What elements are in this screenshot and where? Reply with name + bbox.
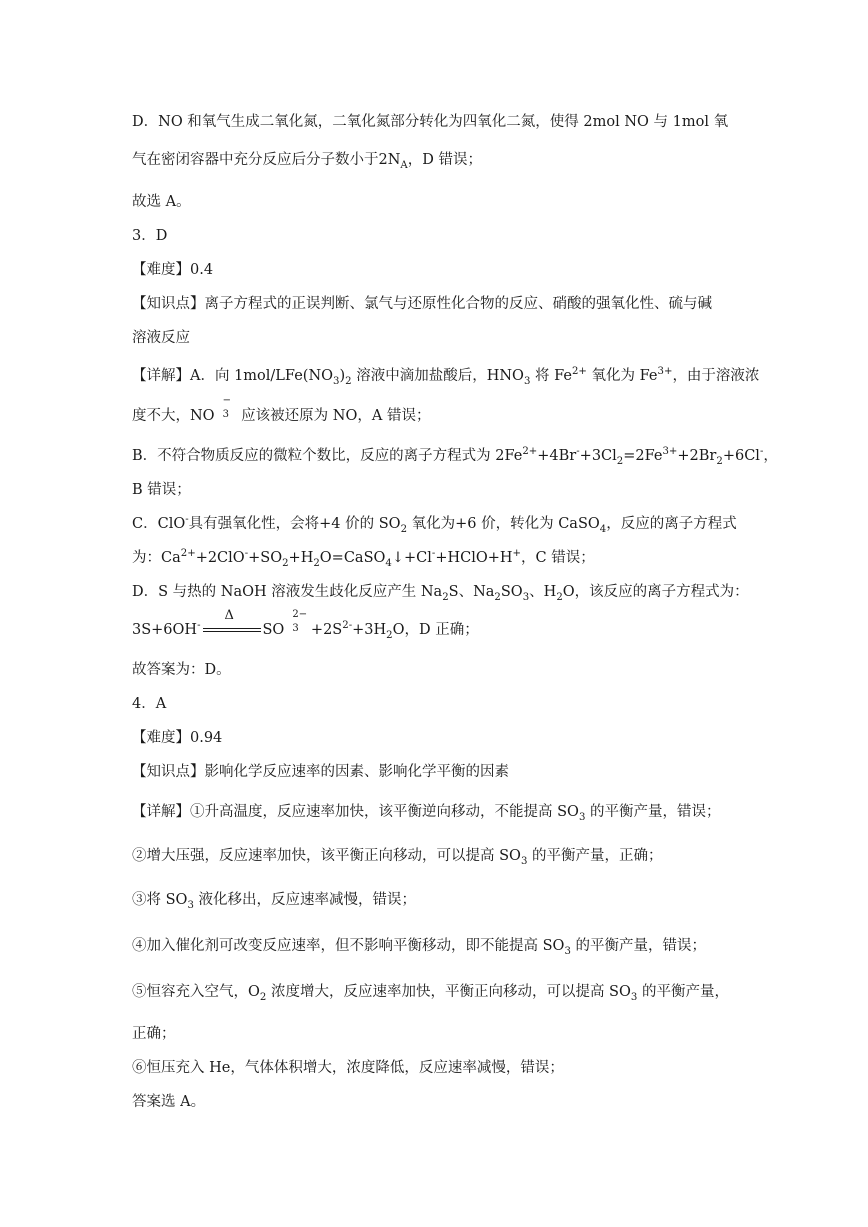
paragraph-line: 正确； xyxy=(132,1026,176,1042)
text: 溶液反应 xyxy=(132,330,190,346)
text: 气在密闭容器中充分反应后分子数小于 xyxy=(132,152,379,168)
explanation: 【详解】①升高温度，反应速率加快，该平衡逆向移动，不能提高 $SO_3$ 的平衡产量，错误； xyxy=(132,804,721,823)
text: 3．D xyxy=(132,228,168,244)
paragraph-line: 故答案为：D。 xyxy=(132,662,231,678)
text: 【知识点】离子方程式的正误判断、氯气与还原性化合物的反应、硝酸的强氧化性、硫与碱 xyxy=(132,296,712,312)
paragraph-line xyxy=(132,112,728,132)
question-number xyxy=(132,226,167,246)
formula: 2N xyxy=(378,152,401,168)
paragraph-line: 答案选 A。 xyxy=(132,1094,206,1110)
paragraph-line: C．ClO-具有强氧化性，会将+4 价的 $SO_2$ 氧化为+6 价，转化为 CaSO$_4$，反应的离子方程式 xyxy=(132,514,737,535)
paragraph-line: ③将 $SO_3$ 液化移出，反应速率减慢，错误； xyxy=(132,892,416,911)
paragraph-line: B 错误； xyxy=(132,482,191,498)
paragraph-line: 度不大，NO 3 − 应该被还原为 NO，A 错误； xyxy=(132,395,431,424)
equilibrium-arrow-icon: Δ xyxy=(203,623,261,637)
paragraph-line: ②增大压强，反应速率加快，该平衡正向移动，可以提高 $SO_3$ 的平衡产量，正确； xyxy=(132,848,663,867)
knowledge-point: 【知识点】影响化学反应速率的因素、影响化学平衡的因素 xyxy=(132,764,509,780)
text: 故选 A。 xyxy=(132,194,191,210)
explanation: 【详解】A．向 $1mol/LFe(NO_3)_2$ 溶液中滴加盐酸后，$HNO_3$ 将 $Fe^{2+}$ 氧化为 $Fe^{3+}$，由于溶液浓 xyxy=(132,366,760,387)
question-number: 4．A xyxy=(132,696,167,712)
paragraph-line: ④加入催化剂可改变反应速率，但不影响平衡移动，即不能提高 $SO_3$ 的平衡产量，错误； xyxy=(132,938,706,957)
paragraph-line xyxy=(132,328,190,348)
knowledge-point xyxy=(132,294,712,314)
paragraph-line xyxy=(132,192,191,212)
subscript: A xyxy=(400,159,408,171)
paragraph-line: ⑤恒容充入空气，$O_2$ 浓度增大，反应速率加快，平衡正向移动，可以提高 $SO_3$ 的平衡产量， xyxy=(132,984,729,1003)
paragraph-line: D．S 与热的 NaOH 溶液发生歧化反应产生 $Na_2S$、$Na_2SO_3$、$H_2O$，该反应的离子方程式为： xyxy=(132,584,749,603)
paragraph-line xyxy=(132,150,482,170)
difficulty: 【难度】0.94 xyxy=(132,730,223,746)
paragraph-line: 为：$Ca^{2+}+2ClO^-+SO_2+H_2O=CaSO_4↓+Cl^-+HClO+H^+$，C 错误； xyxy=(132,548,595,569)
paragraph-line: B．不符合物质反应的微粒个数比，反应的离子方程式为 $2Fe^{2+}+4Br^-+3Cl_2=2Fe^{3+}+2Br_2+6Cl^-$， xyxy=(132,446,778,467)
paragraph-line: ⑥恒压充入 He，气体体积增大，浓度降低，反应速率减慢，错误； xyxy=(132,1060,564,1076)
difficulty xyxy=(132,260,213,280)
text: 【难度】0.4 xyxy=(132,262,214,278)
equation-line: 3S+6OH- Δ SO 3 2− $+2S^{2-}+3H_2O$，D 正确； xyxy=(132,608,479,641)
text: ，D 错误； xyxy=(407,152,482,168)
text: D．NO 和氧气生成二氧化氮，二氧化氮部分转化为四氧化二氮，使得 2mol NO 与 1mol 氧 xyxy=(132,114,729,130)
